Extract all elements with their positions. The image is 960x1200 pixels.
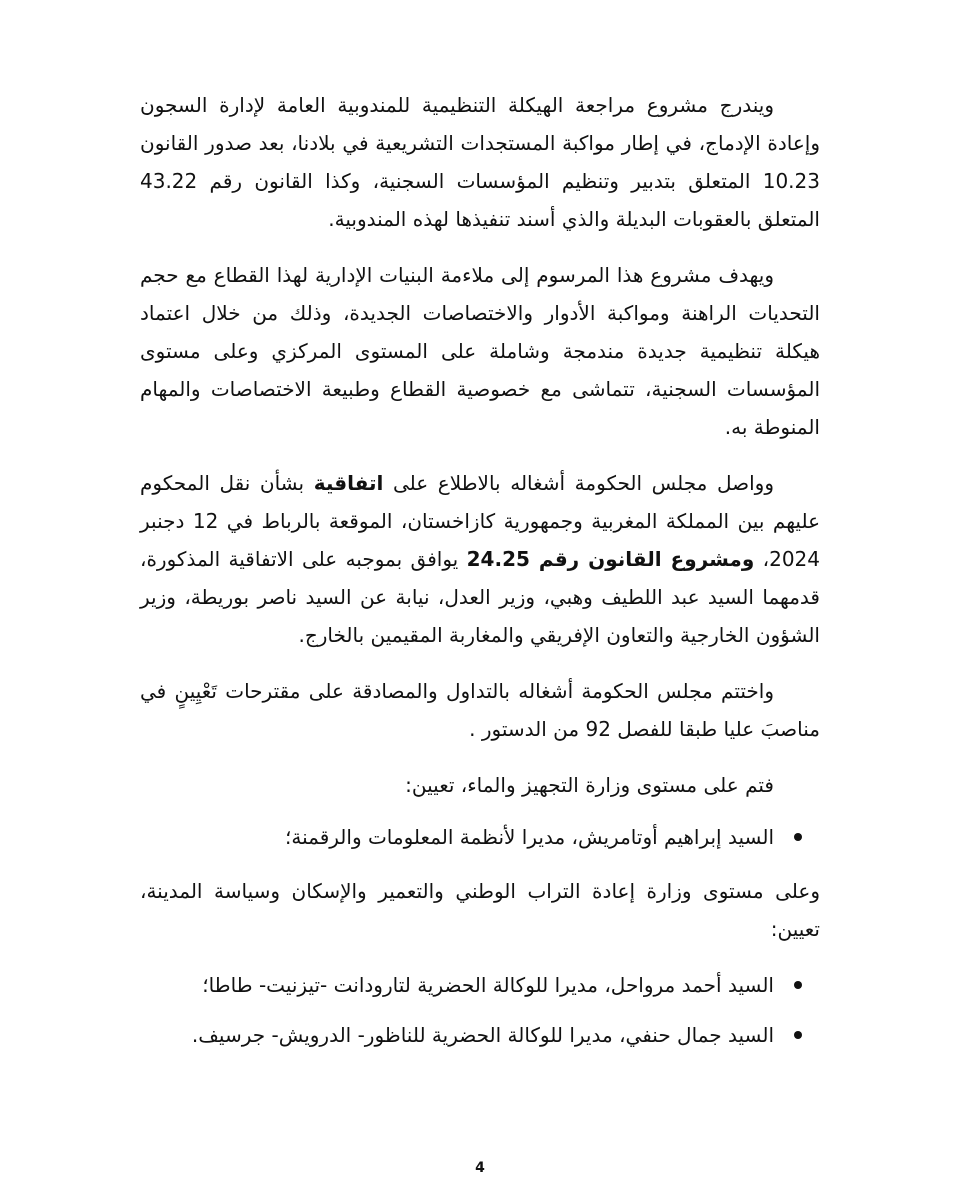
list-item-text: السيد جمال حنفي، مديرا للوكالة الحضرية للناظور- الدرويش- جرسيف.: [191, 1023, 774, 1047]
equipment-appointments-list: [140, 818, 820, 856]
draft-law-bold-term: ومشروع القانون رقم 24.25: [466, 547, 755, 571]
list-item: [140, 966, 820, 1004]
agreement-text-part2: بشأن نقل المحكوم عليهم بين المملكة المغربية وجمهورية كازاخستان، الموقعة بالرباط في 12 دجنبر 2024،: [140, 471, 821, 571]
paragraph-appointments-intro: واختتم مجلس الحكومة أشغاله بالتداول والمصادقة على مقترحات تَعْيِينٍ في مناصبَ عليا طبقا للفصل 92 من الدستور .: [140, 679, 820, 741]
list-item-text: السيد أحمد مرواحل، مديرا للوكالة الحضرية لتارودانت -تيزنيت- طاطا؛: [202, 973, 774, 997]
page-number: 4: [475, 1160, 485, 1176]
agreement-text-part1: وواصل مجلس الحكومة أشغاله بالاطلاع على: [383, 471, 774, 495]
bullet-icon: [794, 981, 802, 989]
paragraph-prison-restructuring: ويندرج مشروع مراجعة الهيكلة التنظيمية للمندوبية العامة لإدارة السجون وإعادة الإدماج، في إطار مواكبة المستجدات التشريعية في بلادنا، بعد صدور القانون 10.23 المتعلق بتدبير وتنظيم المؤسسات السجنية، وكذا القانون رقم 43.22 المتعلق بالعقوبات البديلة والذي أسند تنفيذها لهذه المندوبية.: [140, 93, 820, 231]
list-item: [140, 1016, 820, 1054]
list-item-text: السيد إبراهيم أوتامريش، مديرا لأنظمة المعلومات والرقمنة؛: [285, 825, 774, 849]
bullet-icon: [794, 833, 802, 841]
paragraph-kazakhstan-agreement: [140, 464, 820, 654]
document-page: [140, 86, 820, 1070]
paragraph-decree-objective: ويهدف مشروع هذا المرسوم إلى ملاءمة البنيات الإدارية لهذا القطاع مع حجم التحديات الراهنة ومواكبة الأدوار والاختصاصات الجديدة، وذلك من خلال اعتماد هيكلة تنظيمية جديدة مندمجة وشاملة على المستوى المركزي وعلى مستوى المؤسسات السجنية، تتماشى مع خصوصية القطاع وطبيعة الاختصاصات والمهام المنوطة به.: [140, 263, 820, 439]
bullet-icon: [794, 1031, 802, 1039]
paragraph-urbanism-ministry: وعلى مستوى وزارة إعادة التراب الوطني والتعمير والإسكان وسياسة المدينة، تعيين:: [140, 879, 820, 941]
list-item: [140, 818, 820, 856]
urbanism-appointments-list: [140, 966, 820, 1054]
agreement-text-part3: يوافق بموجبه على الاتفاقية المذكورة، قدمهما السيد عبد اللطيف وهبي، وزير العدل، نيابة عن السيد ناصر بوريطة، وزير الشؤون الخارجية والتعاون الإفريقي والمغاربة المقيمين بالخارج.: [140, 547, 820, 647]
agreement-bold-term: اتفاقية: [313, 471, 384, 495]
paragraph-equipment-ministry: فتم على مستوى وزارة التجهيز والماء، تعيين:: [405, 773, 774, 797]
